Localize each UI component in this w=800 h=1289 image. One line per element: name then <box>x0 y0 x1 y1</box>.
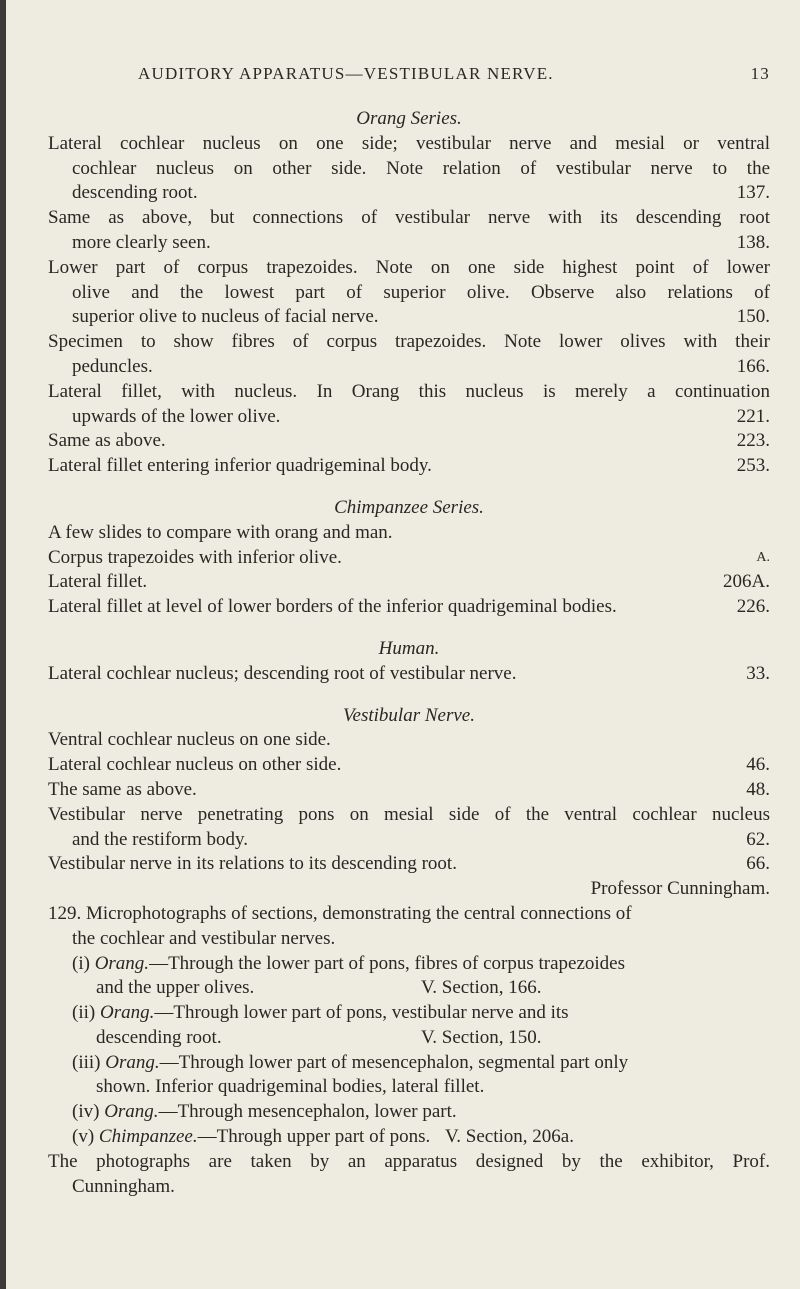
entry-text: Lateral fillet at level of lower borders of the inferior quadrigeminal bodies. <box>48 596 617 618</box>
sub-text: —Through upper part of pons. <box>197 1126 431 1148</box>
orang-entry-137: Lateral cochlear nucleus on one side; vestibular nerve and mesial or ventral <box>48 132 770 154</box>
sub-text: and the upper olives. <box>96 977 255 999</box>
entry-text: and the restiform body. <box>72 828 249 850</box>
slide-number: 66. <box>746 853 770 875</box>
chimp-entry-206a <box>48 570 770 595</box>
sub-item-iii <box>48 1051 770 1076</box>
item-number: 129. <box>48 902 82 924</box>
sub-label: (i) <box>72 952 90 974</box>
page-binding-edge <box>0 0 6 1289</box>
slide-number: 221. <box>736 405 770 427</box>
sub-item-ii-cont <box>48 1026 770 1051</box>
vestibular-entry-1: Ventral cochlear nucleus on one side. <box>48 729 331 751</box>
orang-entry-150-cont: olive and the lowest part of superior olive. Observe also relations of <box>72 281 770 303</box>
entry-text: Lateral cochlear nucleus; descending root of vestibular nerve. <box>48 662 517 684</box>
slide-number: 253. <box>736 455 770 477</box>
photographs-note-end: Cunningham. <box>72 1175 175 1197</box>
sub-text: descending root. <box>96 1026 222 1048</box>
vestibular-entry-62-end <box>48 828 770 853</box>
orang-entry-221: Lateral fillet, with nucleus. In Orang this nucleus is merely a continuation <box>48 380 770 402</box>
human-entry-33 <box>48 662 770 687</box>
sub-item-i-cont <box>48 976 770 1001</box>
exhibitor-name: Professor Cunningham. <box>590 878 770 900</box>
vestibular-entry-46 <box>48 753 770 778</box>
section-ref: V. Section, 166. <box>421 977 542 999</box>
item-text: Microphotographs of sections, demonstrating the central connections of <box>86 902 632 924</box>
section-ref: V. Section, 150. <box>421 1026 542 1048</box>
item-129-line-1 <box>48 902 770 927</box>
slide-number: 138. <box>736 231 770 253</box>
slide-number: 46. <box>746 754 770 776</box>
sub-item-iii-cont: shown. Inferior quadrigeminal bodies, lateral fillet. <box>96 1076 485 1098</box>
section-gap <box>48 687 770 704</box>
chimp-entry-226 <box>48 595 770 620</box>
entry-text: Same as above. <box>48 430 166 452</box>
entry-text: upwards of the lower olive. <box>72 405 281 427</box>
sub-item-iv <box>48 1100 770 1125</box>
slide-number: 206A. <box>723 571 770 593</box>
section-gap <box>48 479 770 496</box>
orang-entry-166: Specimen to show fibres of corpus trapezoides. Note lower olives with their <box>48 331 770 353</box>
orang-entry-150: Lower part of corpus trapezoides. Note on one side highest point of lower <box>48 256 770 278</box>
entry-text: superior olive to nucleus of facial nerve. <box>72 306 379 328</box>
orang-entry-221-end <box>48 405 770 430</box>
slide-number: A. <box>756 549 770 565</box>
vestibular-entry-66 <box>48 852 770 877</box>
orang-entry-150-end <box>48 305 770 330</box>
sub-text: —Through lower part of mesencephalon, segmental part only <box>159 1051 629 1073</box>
human-title: Human. <box>378 637 440 659</box>
chimpanzee-series-title: Chimpanzee Series. <box>334 496 484 518</box>
entry-text: peduncles. <box>72 355 153 377</box>
sub-item-i <box>48 952 770 977</box>
vestibular-entry-48 <box>48 778 770 803</box>
sub-label: (iii) <box>72 1051 101 1073</box>
entry-text: Lateral cochlear nucleus on other side. <box>48 754 342 776</box>
sub-item-ii <box>48 1001 770 1026</box>
orang-entry-137-end <box>48 181 770 206</box>
slide-number: 33. <box>746 662 770 684</box>
slide-number: 223. <box>736 430 770 452</box>
header-title: AUDITORY APPARATUS—VESTIBULAR NERVE. <box>138 64 554 83</box>
exhibitor-line <box>48 877 770 902</box>
entry-text: descending root. <box>72 182 198 204</box>
sub-text: —Through lower part of pons, vestibular nerve and its <box>154 1002 569 1024</box>
entry-text: Vestibular nerve in its relations to its descending root. <box>48 853 457 875</box>
section-gap <box>48 620 770 637</box>
orang-entry-166-end <box>48 355 770 380</box>
orang-entry-253 <box>48 454 770 479</box>
sub-text: —Through mesencephalon, lower part. <box>158 1101 457 1123</box>
orang-entry-223 <box>48 429 770 454</box>
slide-number: 48. <box>746 778 770 800</box>
slide-number: 137. <box>736 182 770 204</box>
orang-entry-137-cont: cochlear nucleus on other side. Note relation of vestibular nerve to the <box>72 157 770 179</box>
vestibular-nerve-title: Vestibular Nerve. <box>343 704 475 726</box>
page-body <box>48 107 770 1199</box>
species-name: Orang. <box>105 1051 160 1073</box>
chimp-entry-a <box>48 546 770 571</box>
sub-item-v <box>48 1125 770 1150</box>
entry-text: more clearly seen. <box>72 231 211 253</box>
sub-label: (v) <box>72 1126 95 1148</box>
species-name: Orang. <box>99 1002 155 1024</box>
entry-text: Corpus trapezoides with inferior olive. <box>48 546 342 568</box>
chimp-intro: A few slides to compare with orang and man. <box>48 521 393 543</box>
entry-text: The same as above. <box>48 778 197 800</box>
species-name: Orang. <box>94 952 150 974</box>
orang-entry-138: Same as above, but connections of vestibular nerve with its descending root <box>48 207 770 229</box>
photographs-note: The photographs are taken by an apparatus designed by the exhibitor, Prof. <box>48 1150 770 1172</box>
sub-label: (iv) <box>72 1101 100 1123</box>
slide-number: 62. <box>746 828 770 850</box>
item-129-line-2: the cochlear and vestibular nerves. <box>72 927 336 949</box>
slide-number: 166. <box>736 355 770 377</box>
sub-label: (ii) <box>72 1002 96 1024</box>
slide-number: 226. <box>736 596 770 618</box>
page-number: 13 <box>750 64 770 83</box>
sub-text: —Through the lower part of pons, fibres of corpus trapezoides <box>149 952 625 974</box>
section-ref: V. Section, 206a. <box>445 1126 574 1148</box>
species-name: Orang. <box>104 1101 159 1123</box>
vestibular-entry-62: Vestibular nerve penetrating pons on mesial side of the ventral cochlear nucleus <box>48 803 770 825</box>
orang-entry-138-end <box>48 231 770 256</box>
slide-number: 150. <box>736 306 770 328</box>
entry-text: Lateral fillet entering inferior quadrigeminal body. <box>48 455 432 477</box>
entry-text: Lateral fillet. <box>48 571 148 593</box>
orang-series-title: Orang Series. <box>356 108 462 129</box>
species-name: Chimpanzee. <box>98 1126 198 1148</box>
